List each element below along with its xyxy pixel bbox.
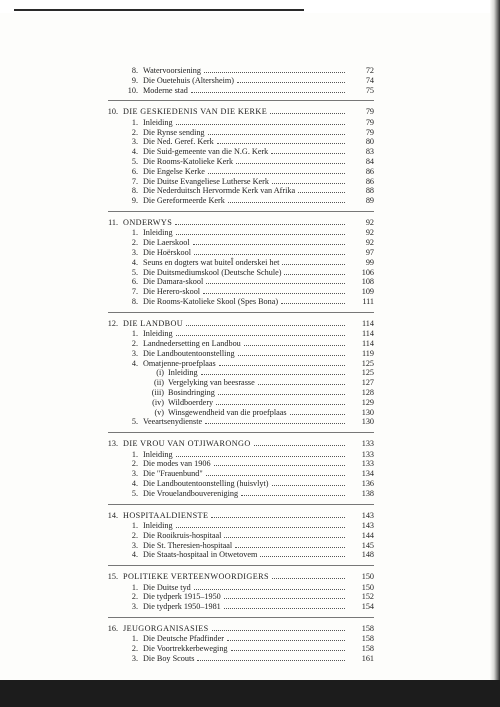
entry-title: Inleiding [168,368,198,378]
entry-title: Die Landboutentoonstelling [143,348,235,358]
section-number: 14. [107,510,118,520]
entry-number: 4. [131,358,138,368]
entry-number: (iv) [152,397,164,407]
entry-title: Die St. Theresien-hospitaal [143,540,233,550]
entry-title: Inleiding [143,117,173,127]
entry-number: (i) [156,368,164,378]
entry-title: Vergelyking van beesrasse [168,378,255,388]
entry-page-number: 154 [361,602,374,612]
dot-leader [176,518,345,528]
entry-page-number: 86 [365,176,374,186]
entry-title: Die Hoërskool [143,248,191,257]
entry-page-number: 119 [362,348,374,358]
entry-number: 2. [131,644,138,654]
toc-entry-row [0,137,500,147]
dot-leader [281,294,345,304]
section-page-number: 133 [361,439,374,449]
section-number: 12. [107,318,118,328]
entry-number: 1. [131,329,138,339]
entry-page-number: 125 [361,368,374,378]
entry-number: 10. [127,85,138,95]
dot-leader [175,215,345,225]
entry-page-number: 158 [361,644,374,654]
entry-page-number: 106 [361,267,374,277]
dot-leader [206,466,345,476]
section-title: JEUGORGANISASIES [123,624,209,633]
entry-title: Die Duitse tyd [143,582,191,592]
entry-title: Die Deutsche Pfadfinder [143,634,224,644]
entry-number: 5. [131,267,138,277]
dot-leader [194,580,345,590]
entry-title: Die Ned. Geref. Kerk [143,137,214,147]
dot-leader [208,164,345,174]
section-divider [108,211,374,212]
entry-number: 6. [131,277,138,287]
entry-page-number: 74 [365,75,374,85]
toc-entry-row [0,489,500,499]
section-title: HOSPITAALDIENSTE [123,510,209,520]
dot-leader [214,456,345,466]
entry-number: 1. [131,449,138,459]
entry-title: Die Rynse sending [143,127,205,137]
entry-page-number: 109 [361,287,374,297]
entry-number: 2. [131,127,138,137]
entry-number: 8. [131,66,138,75]
toc-entry-row [0,654,500,664]
dot-leader [208,125,345,135]
entry-title: Die Boy Scouts [143,654,195,663]
entry-number: 4. [131,550,138,560]
toc-entry-row [0,248,500,258]
entry-number: 1. [131,117,138,127]
entry-page-number: 161 [361,654,374,663]
entry-title: Wildboerdery [168,397,214,407]
entry-number: (ii) [153,378,164,388]
entry-number: 1. [131,634,138,644]
toc-entry-row [0,541,500,551]
entry-page-number: 152 [361,592,374,602]
entry-number: 3. [131,348,138,358]
section-divider [108,312,374,313]
entry-page-number: 92 [365,228,374,238]
toc-entry-row [0,550,500,560]
entry-page-number: 129 [361,397,374,407]
entry-page-number: 145 [361,540,374,550]
section-page-number: 158 [361,624,374,633]
dot-leader [211,508,345,518]
toc-entry-row [0,258,500,268]
entry-title: Moderne stad [143,85,188,95]
entry-title: Watervoorsiening [143,66,201,75]
entry-page-number: 99 [365,257,374,267]
dot-leader [258,375,345,385]
section-title: DIE GESKIEDENIS VAN DIE KERKE [123,107,268,117]
entry-page-number: 72 [365,66,374,75]
entry-number: 8. [131,297,138,306]
entry-page-number: 127 [361,378,374,388]
dot-leader [205,414,345,424]
entry-number: 3. [131,137,138,147]
entry-page-number: 86 [365,166,374,176]
toc-entry-row [0,196,500,206]
entry-title: Omatjenne-proefplaas [143,358,216,368]
dot-leader [241,486,345,496]
dot-leader [204,63,345,73]
dot-leader [231,641,345,651]
entry-page-number: 143 [361,521,374,530]
page-bottom-edge [0,680,500,707]
entry-title: Die Vrouelandbouvereniging [143,488,239,498]
toc-entry-row [0,398,500,408]
dot-leader [238,346,345,356]
entry-page-number: 150 [361,582,374,592]
entry-number: (iii) [151,388,164,397]
toc-entry-row [0,469,500,479]
entry-page-number: 79 [365,127,374,137]
entry-number: 3. [131,469,138,479]
section-number: 11. [108,218,118,227]
dot-leader [227,631,345,641]
dot-leader [284,265,345,275]
entry-page-number: 114 [362,329,374,339]
dot-leader [271,144,345,154]
entry-title: Inleiding [143,329,173,339]
entry-title: Die modes van 1906 [143,459,211,469]
entry-number: 4. [131,257,138,267]
entry-title: Inleiding [143,521,173,530]
entry-number: 4. [131,147,138,157]
entry-title: Inleiding [143,228,173,238]
entry-title: Inleiding [143,449,173,459]
dot-leader [176,115,345,125]
entry-title: Die Damara-skool [143,277,204,287]
section-number: 16. [107,624,118,633]
entry-number: 7. [131,287,138,297]
dot-leader [176,225,345,235]
entry-page-number: 88 [365,186,374,196]
entry-page-number: 89 [365,196,374,206]
entry-number: 3. [131,602,138,612]
entry-title: Die Laerskool [143,238,190,248]
section-title: POLITIEKE VERTEENWOORDIGERS [123,572,269,582]
toc-entry-row [0,177,500,187]
entry-number: (v) [154,407,164,417]
entry-number: 2. [131,592,138,602]
toc-entry-row [0,417,500,427]
section-page-number: 150 [361,572,374,582]
dot-leader [290,405,345,415]
entry-title: Die tydperk 1915–1950 [143,592,221,602]
section-page-number: 114 [362,318,374,328]
dot-leader [224,528,345,538]
dot-leader [176,447,345,457]
dot-leader [218,385,345,395]
dot-leader [272,569,345,579]
entry-page-number: 130 [361,417,374,427]
entry-number: 2. [131,530,138,540]
section-title: ONDERWYS [123,218,173,227]
section-divider [108,565,374,566]
entry-page-number: 80 [365,137,374,147]
entry-number: 7. [131,176,138,186]
dot-leader [298,183,345,193]
dot-leader [272,476,345,486]
entry-page-number: 133 [361,449,374,459]
entry-title: Die Staats-hospitaal in Otwetovem [143,550,258,560]
dot-leader [176,326,345,336]
entry-title: Die Suid-gemeente van die N.G. Kerk [143,147,269,157]
dot-leader [272,174,345,184]
entry-page-number: 158 [361,634,374,644]
entry-title: Die Voortrekkerbeweging [143,644,228,654]
dot-leader [212,621,345,631]
section-divider [108,504,374,505]
section-divider [108,617,374,618]
section-page-number: 79 [365,107,374,117]
entry-number: 2. [131,459,138,469]
entry-number: 3. [131,654,138,663]
section-number: 10. [107,107,118,117]
entry-page-number: 133 [361,459,374,469]
entry-title: Die Rooikruis-hospitaal [143,530,222,540]
entry-page-number: 92 [365,238,374,248]
entry-number: 2. [131,339,138,348]
toc-entry-row [0,287,500,297]
dot-leader [217,134,345,144]
dot-leader [206,274,345,284]
entry-page-number: 148 [361,550,374,560]
dot-leader [186,316,345,326]
entry-number: 8. [131,186,138,196]
dot-leader [191,83,345,93]
entry-page-number: 130 [361,407,374,417]
entry-page-number: 108 [361,277,374,287]
dot-leader [224,599,345,609]
section-divider [108,432,374,433]
dot-leader [236,154,345,164]
entry-page-number: 114 [362,339,374,348]
entry-number: 1. [131,521,138,530]
toc-entry-row [0,86,500,96]
entry-number: 6. [131,166,138,176]
entry-title: Die Landboutentoonstelling (huisvlyt) [143,479,269,488]
section-page-number: 92 [365,218,374,227]
entry-number: 3. [131,540,138,550]
entry-number: 1. [131,228,138,238]
entry-page-number: 136 [361,479,374,488]
dot-leader [201,365,345,375]
toc-entry-row [0,297,500,307]
entry-number: 5. [131,488,138,498]
dot-leader [197,651,345,661]
entry-page-number: 83 [365,147,374,157]
section-divider [108,100,374,101]
entry-title: Bosindringing [168,388,215,397]
entry-number: 5. [131,157,138,166]
entry-number: 4. [131,479,138,488]
entry-page-number: 79 [365,117,374,127]
entry-title: Landnedersetting en Landbou [143,339,241,348]
dot-leader [216,395,345,405]
entry-number: 9. [131,75,138,85]
entry-page-number: 125 [361,358,374,368]
entry-number: 5. [131,417,138,427]
dot-leader [260,547,345,557]
entry-title: Die Rooms-Katolieke Skool (Spes Bona) [143,297,279,306]
entry-page-number: 128 [361,388,374,397]
dot-leader [244,336,345,346]
dot-leader [224,589,345,599]
entry-page-number: 111 [362,297,374,306]
dot-leader [228,193,345,203]
entry-page-number: 97 [365,248,374,257]
entry-page-number: 75 [365,85,374,95]
dot-leader [194,245,345,255]
dot-leader [270,104,345,114]
entry-title: Die Duitse Evangeliese Lutherse Kerk [143,176,269,186]
entry-title: Die "Frauenbund" [143,469,203,479]
dot-leader [203,284,345,294]
entry-title: Seuns en dogters wat buiteÎ onderskei het [143,257,280,267]
dot-leader [219,356,345,366]
entry-page-number: 138 [361,488,374,498]
entry-page-number: 144 [361,530,374,540]
section-title: DIE VROU VAN OTJIWARONGO [123,439,251,449]
section-title: DIE LANDBOU [123,318,184,328]
entry-number: 9. [131,196,138,206]
entry-title: Die Rooms-Katolieke Kerk [143,157,234,166]
entry-page-number: 134 [361,469,374,479]
dot-leader [254,436,345,446]
entry-title: Die Engelse Kerke [143,166,205,176]
section-number: 13. [107,439,118,449]
entry-title: Die tydperk 1950–1981 [143,602,221,612]
entry-page-number: 84 [365,157,374,166]
toc-entry-row [0,167,500,177]
entry-number: 2. [131,238,138,248]
dot-leader [235,538,345,548]
toc-entry-row [0,368,500,378]
dot-leader [193,235,345,245]
entry-title: Die Ouetehuis (Altersheim) [143,75,234,85]
entry-title: Die Duitsmediumskool (Deutsche Schule) [143,267,282,277]
entry-title: Winsgewendheid van die proefplaas [168,407,287,417]
section-number: 15. [107,572,118,582]
toc-entry-row [0,602,500,612]
entry-number: 3. [131,248,138,257]
section-page-number: 143 [361,510,374,520]
entry-title: Veeartsenydienste [143,417,203,427]
entry-number: 1. [131,582,138,592]
entry-title: Die Gereformeerde Kerk [143,196,225,206]
entry-title: Die Nederduitsch Hervormde Kerk van Afrika [143,186,296,196]
dot-leader [237,73,345,83]
dot-leader [282,255,345,265]
entry-title: Die Herero-skool [143,287,201,297]
